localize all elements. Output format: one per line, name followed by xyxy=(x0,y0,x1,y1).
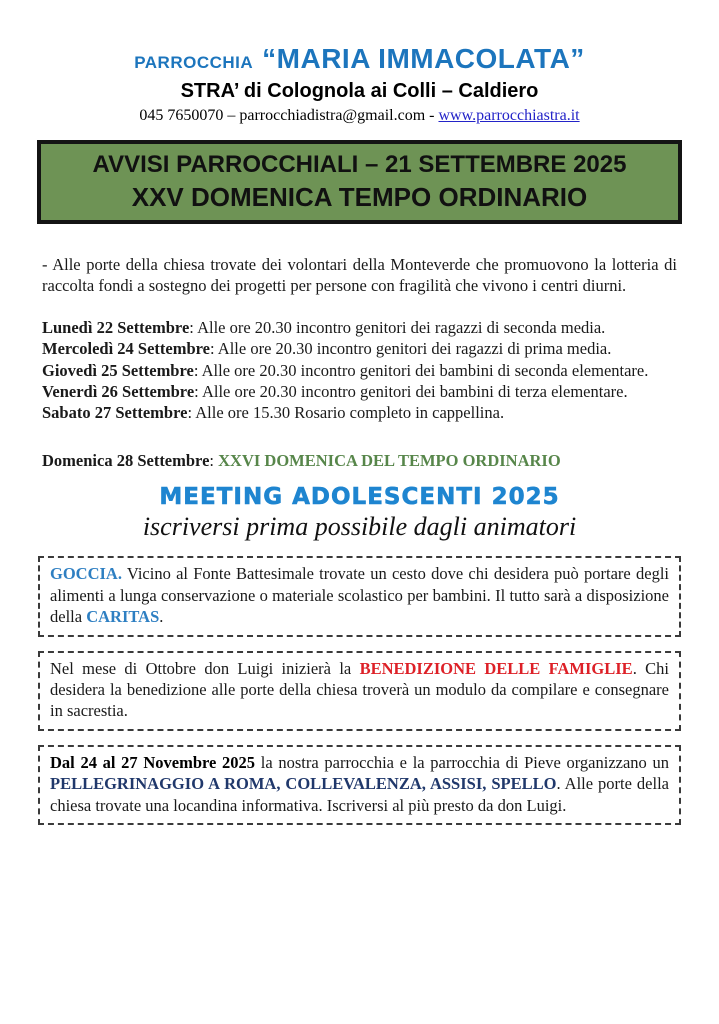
phone-number: 045 7650070 xyxy=(139,107,224,125)
benedizione-body2: . Chi desidera la benedizione alle porte della chiesa troverà un modulo da compilare e consegnare in sacrestia. xyxy=(50,658,669,721)
schedule-text: : Alle ore 20.30 incontro genitori dei bambini di seconda elementare. xyxy=(193,360,649,380)
pellegrinaggio-dates: Dal 24 al 27 Novembre 2025 xyxy=(50,752,256,772)
schedule-entry xyxy=(42,317,677,338)
goccia-tail: . xyxy=(159,607,164,627)
announcement-banner xyxy=(37,140,682,224)
parish-label: PARROCCHIA xyxy=(134,53,254,72)
sunday-announcement xyxy=(42,450,677,471)
benedizione-text xyxy=(50,658,669,722)
schedule-text: : Alle ore 20.30 incontro genitori dei ragazzi di seconda media. xyxy=(189,318,606,338)
weekly-schedule xyxy=(42,317,677,423)
schedule-day: Lunedì 22 Settembre xyxy=(42,318,190,338)
goccia-lead: GOCCIA. xyxy=(50,564,122,584)
schedule-day: Sabato 27 Settembre xyxy=(42,402,188,422)
parish-name: “MARIA IMMACOLATA” xyxy=(262,43,585,74)
goccia-body: Vicino al Fonte Battesimale trovate un cesto dove chi desidera può portare degli alimenti a lunga conservazione o materiale scolastico per bambini. Il tutto sarà a disposizione della xyxy=(50,564,669,627)
meeting-title: MEETING ADOLESCENTI 2025 xyxy=(159,484,560,511)
schedule-entry xyxy=(42,360,677,381)
schedule-text: : Alle ore 15.30 Rosario completo in cappellina. xyxy=(187,402,505,422)
website-link[interactable]: www.parrocchiastra.it xyxy=(438,107,580,125)
contact-line xyxy=(0,107,719,125)
banner-subtitle: XXV DOMENICA TEMPO ORDINARIO xyxy=(131,181,588,212)
sunday-day: Domenica 28 Settembre xyxy=(42,450,210,470)
sunday-separator: : xyxy=(209,450,219,470)
contact-separator: – xyxy=(223,107,240,125)
benedizione-notice-box xyxy=(38,651,681,731)
schedule-text: : Alle ore 20.30 incontro genitori dei ragazzi di prima media. xyxy=(210,339,612,359)
schedule-day: Giovedì 25 Settembre xyxy=(42,360,194,380)
caritas-highlight: CARITAS xyxy=(86,607,160,627)
pellegrinaggio-highlight: PELLEGRINAGGIO A ROMA, COLLEVALENZA, ASSISI, SPELLO xyxy=(50,774,557,794)
banner-title: AVVISI PARROCCHIALI – 21 SETTEMBRE 2025 xyxy=(92,151,627,179)
parish-title xyxy=(0,44,719,73)
goccia-notice-box xyxy=(38,556,681,636)
contact-separator: - xyxy=(425,107,439,125)
schedule-entry xyxy=(42,402,677,423)
schedule-entry xyxy=(42,338,677,359)
benedizione-highlight: BENEDIZIONE DELLE FAMIGLIE xyxy=(359,658,633,678)
benedizione-body1: Nel mese di Ottobre don Luigi inizierà la xyxy=(50,658,360,678)
parish-location: STRA’ di Colognola ai Colli – Caldiero xyxy=(180,80,539,103)
pellegrinaggio-body2: . Alle porte della chiesa trovate una locandina informativa. Iscriversi al più presto da don Luigi. xyxy=(50,774,669,815)
meeting-subtitle: iscriversi prima possibile dagli animatori xyxy=(142,512,577,542)
schedule-entry xyxy=(42,381,677,402)
schedule-day: Mercoledì 24 Settembre xyxy=(42,339,210,359)
schedule-text: : Alle ore 20.30 incontro genitori dei bambini di terza elementare. xyxy=(194,381,628,401)
pellegrinaggio-notice-box xyxy=(38,745,681,825)
email-address: parrocchiadistra@gmail.com xyxy=(239,107,426,125)
schedule-day: Venerdì 26 Settembre xyxy=(42,381,195,401)
pellegrinaggio-text xyxy=(50,752,669,816)
goccia-text xyxy=(50,563,669,627)
sunday-title: XXVI DOMENICA DEL TEMPO ORDINARIO xyxy=(218,450,561,470)
intro-paragraph: - Alle porte della chiesa trovate dei volontari della Monteverde che promuovono la lotteria di raccolta fondi a sostegno dei progetti per persone con fragilità che vivono i centri diurni. xyxy=(42,255,677,296)
header xyxy=(0,0,719,125)
pellegrinaggio-body1: la nostra parrocchia e la parrocchia di Pieve organizzano un xyxy=(255,752,670,772)
